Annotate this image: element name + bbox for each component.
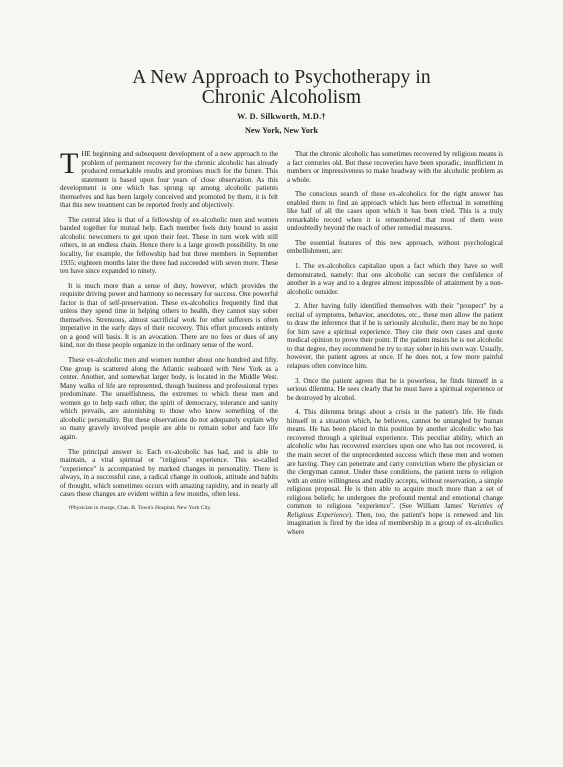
paragraph: It is much more than a sense of duty, however, which provides the requisite driving power and harmony so necessary for success. One powerful factor is that of self-preservation. These ex-alcoholics frequently find that unless they spend time in helping others to health, they cannot stay sober themselves. Strenuous, almost sacrificial work for other sufferers is often imperative in the early days of their recovery. This effort proceeds entirely on a good will basis. It is an avocation. There are no fees or dues of any kind, nor do these people organize in the ordinary sense of the word. bbox=[60, 281, 278, 350]
book-title: Varieties of Religious Experience bbox=[287, 502, 504, 519]
left-column bbox=[60, 147, 278, 518]
paragraph: 2. After having fully identified themselves with their "prospect" by a recital of symptoms, behavior, anecdotes, etc., these men allow the patient to draw the inference that if he is seriously alcoholic, there may be no hope for him save a spiritual experience. They cite their own cases and quote medical opinion to prove their point. If the patient insists he is not alcoholic to that degree, they recommend he try to stay sober in his own way. Usually, however, the patient agrees at once. If he does not, a few more painful relapses often convince him. bbox=[287, 302, 503, 371]
paragraph: The central idea is that of a fellowship of ex-alcoholic men and women banded together for mutual help. Each member feels duty bound to assist alcoholic newcomers to get upon their feet. These in turn work with still others, in an endless chain. Hence there is a large growth possibility. In one locality, for example, the fellowship had but three members in September 1935; eighteen months later the three had succeeded with seven more. These ten have since expanded to ninety. bbox=[60, 215, 278, 276]
paragraph: The conscious search of these ex-alcoholics for the right answer has enabled them to find an approach which has been effectual in something like half of all the cases upon which it has been tried. This is a truly remarkable record when it is remembered that most of them were undoubtedly beyond the reach of other remedial measures. bbox=[287, 190, 503, 233]
footnote: †Physician in charge, Chas. B. Town's Hospital, New York City. bbox=[68, 504, 212, 511]
article-title bbox=[0, 68, 563, 108]
paragraph: 1. The ex-alcoholics capitalize upon a fact which they have so well demonstrated, namely: that one alcoholic can secure the confidence of another in a way and to a degree almost impossible of attainment by a non-alcoholic outsider. bbox=[287, 262, 503, 296]
paragraph: The principal answer is: Each ex-alcoholic has had, and is able to maintain, a vital spiritual or "religious" experience. This so-called "experience" is accompanied by marked changes in personality. There is always, in a successful case, a radical change in outlook, attitude and habits of thought, which sometimes occurs with amazing rapidity, and in nearly all cases these changes are evident within a few months, often less. bbox=[60, 447, 278, 499]
paragraph: 3. Once the patient agrees that he is powerless, he finds himself in a serious dilemma. He sees clearly that he must have a spiritual experience or be destroyed by alcohol. bbox=[287, 376, 503, 402]
title-line-2: Chronic Alcoholism bbox=[201, 87, 362, 108]
right-column bbox=[287, 150, 503, 542]
paragraph bbox=[60, 147, 278, 210]
paragraph-text: ). Then, too, the patient's hope is renewed and his imagination is fired by the idea of membership in a group of ex-alcoholics where bbox=[287, 510, 503, 536]
drop-cap: T bbox=[60, 147, 79, 180]
author-line: W. D. Silkworth, M.D.† bbox=[237, 112, 326, 121]
paragraph: That the chronic alcoholic has sometimes recovered by religious means is a fact centuries old. But these recoveries have been sporadic, insufficient in numbers or impressiveness to make headway with the alcoholic problem as a whole. bbox=[287, 150, 503, 184]
paragraph: These ex-alcoholic men and women number about one hundred and fifty. One group is scattered along the Atlantic seaboard with New York as a center. Another, and somewhat larger body, is located in the Middle West. Many walks of life are represented, though business and professional types predominate. The unselfishness, the extremes to which these men and women go to help each other, the spirit of democracy, tolerance and sanity which prevails, are astonishing to those who know something of the alcoholic personality. But these observations do not adequately explain why so many gravely involved people are able to remain sober and face life again. bbox=[60, 356, 278, 441]
paragraph-text: 4. This dilemma brings about a crisis in the patient's life. He finds himself in a situation which, he believes, cannot be untangled by human means. He has been placed in this position by another alcoholic who has recovered through a spiritual experience. This peculiar ability, which an alcoholic who has recovered exercises upon one who has not recovered, is the main secret of the unprecedented success which these men and women are having. They can penetrate and carry conviction where the physician or the clergyman cannot. Under these conditions, the patient turns to religion with an entire willingness and readily accepts, without reservation, a simple religious proposal. He is then able to acquire much more than a set of religious beliefs; he undergoes the profound mental and emotional change common to religious "experience". (See William James' bbox=[287, 408, 503, 511]
title-line-1: A New Approach to Psychotherapy in bbox=[132, 67, 431, 88]
paragraph-text: HE beginning and subsequent development of a new approach to the problem of permanent recovery for the chronic alcoholic has already produced remarkable results and promises much for the future. This statement is based upon four years of close observation. As this development is one which has sprung up among alcoholic patients themselves and has been largely conceived and promoted by them, it is felt that this new treatment can be reported freely and objectively. bbox=[60, 150, 278, 210]
author-location: New York, New York bbox=[244, 126, 319, 135]
paragraph: The essential features of this new approach, without psychological embellishment, are: bbox=[287, 238, 503, 256]
paragraph bbox=[287, 408, 503, 536]
